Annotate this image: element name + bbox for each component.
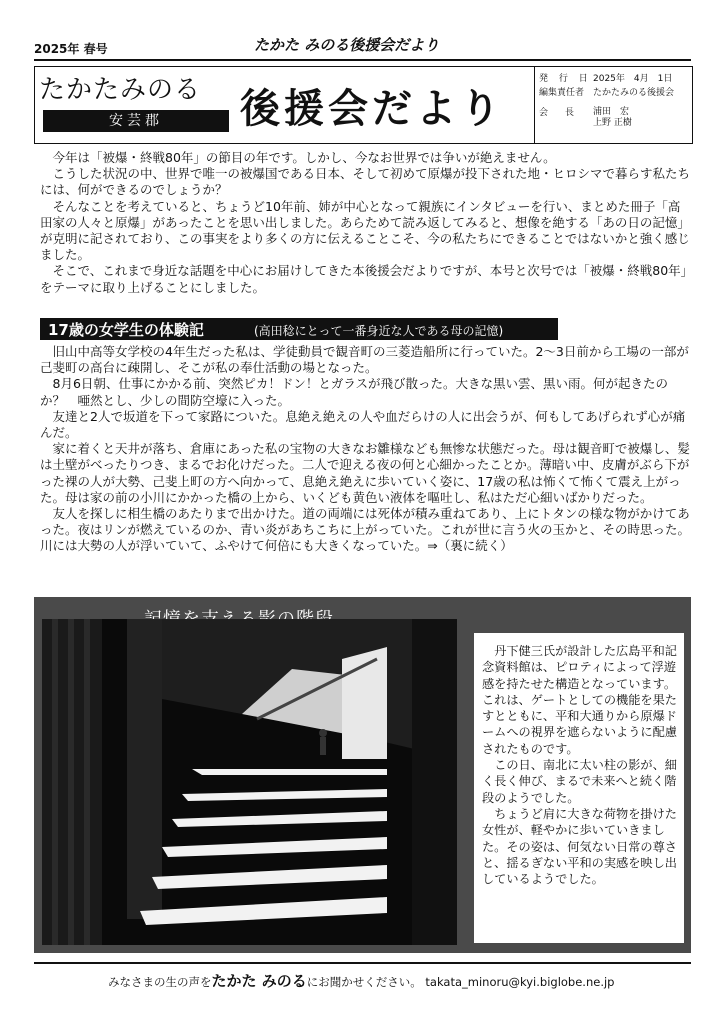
chair-label: 会 長: [539, 108, 579, 118]
publish-date: 2025年 4月 1日: [593, 74, 673, 84]
photo-feature: [34, 597, 691, 953]
section-title: 17歳の女学生の体験記: [48, 321, 204, 339]
intro-paragraph: 今年は「被爆・終戦80年」の節目の年です。しかし、今なお世界では争いが絶えません。: [52, 150, 556, 165]
chair-row: [539, 107, 632, 130]
intro-paragraph: そんなことを考えていると、ちょうど10年前、姉が中心となって親族にインタビューを行い、まとめた冊子「高田家の人々と原爆」があったことを思い出しました。あらためて読み返してみると、想像を絶する「あの日の記憶」が克明に記されており、この事実をより多くの方に伝えることこそ、今の私たちにできることではないかと強く感じました。: [40, 198, 690, 263]
footer: [108, 970, 614, 991]
photo-shadow-stairs: [42, 619, 457, 945]
story-paragraph: 家に着くと天井が落ち、倉庫にあった私の宝物の大きなお雛様なども無惨な状態だった。母は観音町で被爆し、髪は土壁がべったりつき、まるでお化けだった。二人で迎える夜の何と心細かったことか。薄暗い中、皮膚がぶら下がった裸の人が大勢、己斐上町の方へ向かって、息絶え絶えに歩いていく姿に、17歳の私は怖くて怖くて震え上がった。母は家の前の小川にかかった橋の上から、いくども黄色い液体を嘔吐し、私はただ心細いばかりだった。: [40, 441, 690, 505]
publication-info: [534, 67, 693, 143]
candidate-name: たかたみのる: [39, 75, 202, 105]
caption-paragraph: この日、南北に太い柱の影が、細く長く伸び、まるで未来へと続く階段のようでした。: [482, 758, 677, 805]
chair-name-1: 浦田 宏: [593, 107, 630, 117]
publish-date-label: 発 行 日: [539, 74, 592, 84]
story-paragraph: 友人を探しに相生橋のあたりまで出かけた。道の両端には死体が積み重ねてあり、上にトタンの様な物がかけてあった。夜はリンが燃えているのか、青い炎があちこちに上がっていた。これが世に言う火の玉かと、その時思った。川には大勢の人が浮いていて、ふやけて何倍にも大きくなっていた。⇒（裏に続く）: [40, 506, 691, 554]
story-text: [40, 344, 690, 555]
issue-label: 2025年 春号: [34, 42, 108, 56]
chair-name-2: 上野 正樹: [593, 118, 632, 128]
section-subtitle: (高田稔にとって一番身近な人である母の記憶): [254, 324, 504, 338]
divider: [34, 962, 691, 964]
intro-paragraph: こうした状況の中、世界で唯一の被爆国である日本、そして初めて原爆が投下された地・ヒロシマで暮らす私たちには、何ができるのでしょうか？: [40, 166, 691, 198]
divider: [34, 59, 691, 61]
editor-row: [539, 87, 674, 100]
intro-text: [40, 150, 690, 296]
caption-paragraph: 丹下健三氏が設計した広島平和記念資料館は、ピロティによって浮遊感を持たせた構造となっています。これは、ゲートとしての機能を果たすとともに、平和大通りから原爆ドームへの視界を遮らないように配慮されたものです。: [482, 644, 677, 756]
publish-date-row: [539, 73, 672, 86]
photo-caption: [474, 633, 684, 943]
editor-name: たかたみのる後援会: [593, 88, 675, 98]
masthead: [34, 66, 693, 144]
intro-paragraph: そこで、これまで身近な話題を中心にお届けしてきた本後援会だよりですが、本号と次号では「被爆・終戦80年」をテーマに取り上げることにしました。: [40, 263, 687, 295]
contact-email[interactable]: takata_minoru@kyi.biglobe.ne.jp: [425, 975, 615, 989]
footer-text-post: にお聞かせください。: [306, 975, 422, 989]
story-paragraph: 友達と2人で坂道を下って家路についた。息絶え絶えの人や血だらけの人に出会うが、何もしてあげられず心が痛んだ。: [40, 408, 686, 441]
story-paragraph: 8月6日朝、仕事にかかる前、突然ピカ！ドン！とガラスが飛び散った。大きな黒い雲、黒い雨。何が起きたのか？ 唖然とし、少しの間防空壕に入った。: [40, 376, 669, 408]
editor-label: 編集責任者: [539, 88, 585, 98]
newsletter-title: 後援会だより: [240, 86, 504, 132]
footer-name: たかた みのる: [211, 972, 307, 990]
section-heading: [40, 318, 558, 340]
story-paragraph: 旧山中高等女学校の4年生だった私は、学徒動員で観音町の三菱造船所に行っていた。2〜3日前から工場の一部が己斐町の高台に疎開し、そこが私の奉仕活動の場となった。: [40, 344, 689, 376]
caption-paragraph: ちょうど肩に大きな荷物を掛けた女性が、軽やかに歩いていきました。その姿は、何気ない日常の尊さと、揺るぎない平和の実感を映し出しているようでした。: [482, 806, 677, 887]
running-title: たかた みのる後援会だより: [254, 36, 440, 54]
footer-text-pre: みなさまの生の声を: [108, 975, 212, 989]
district-badge: 安芸郡: [43, 110, 229, 132]
